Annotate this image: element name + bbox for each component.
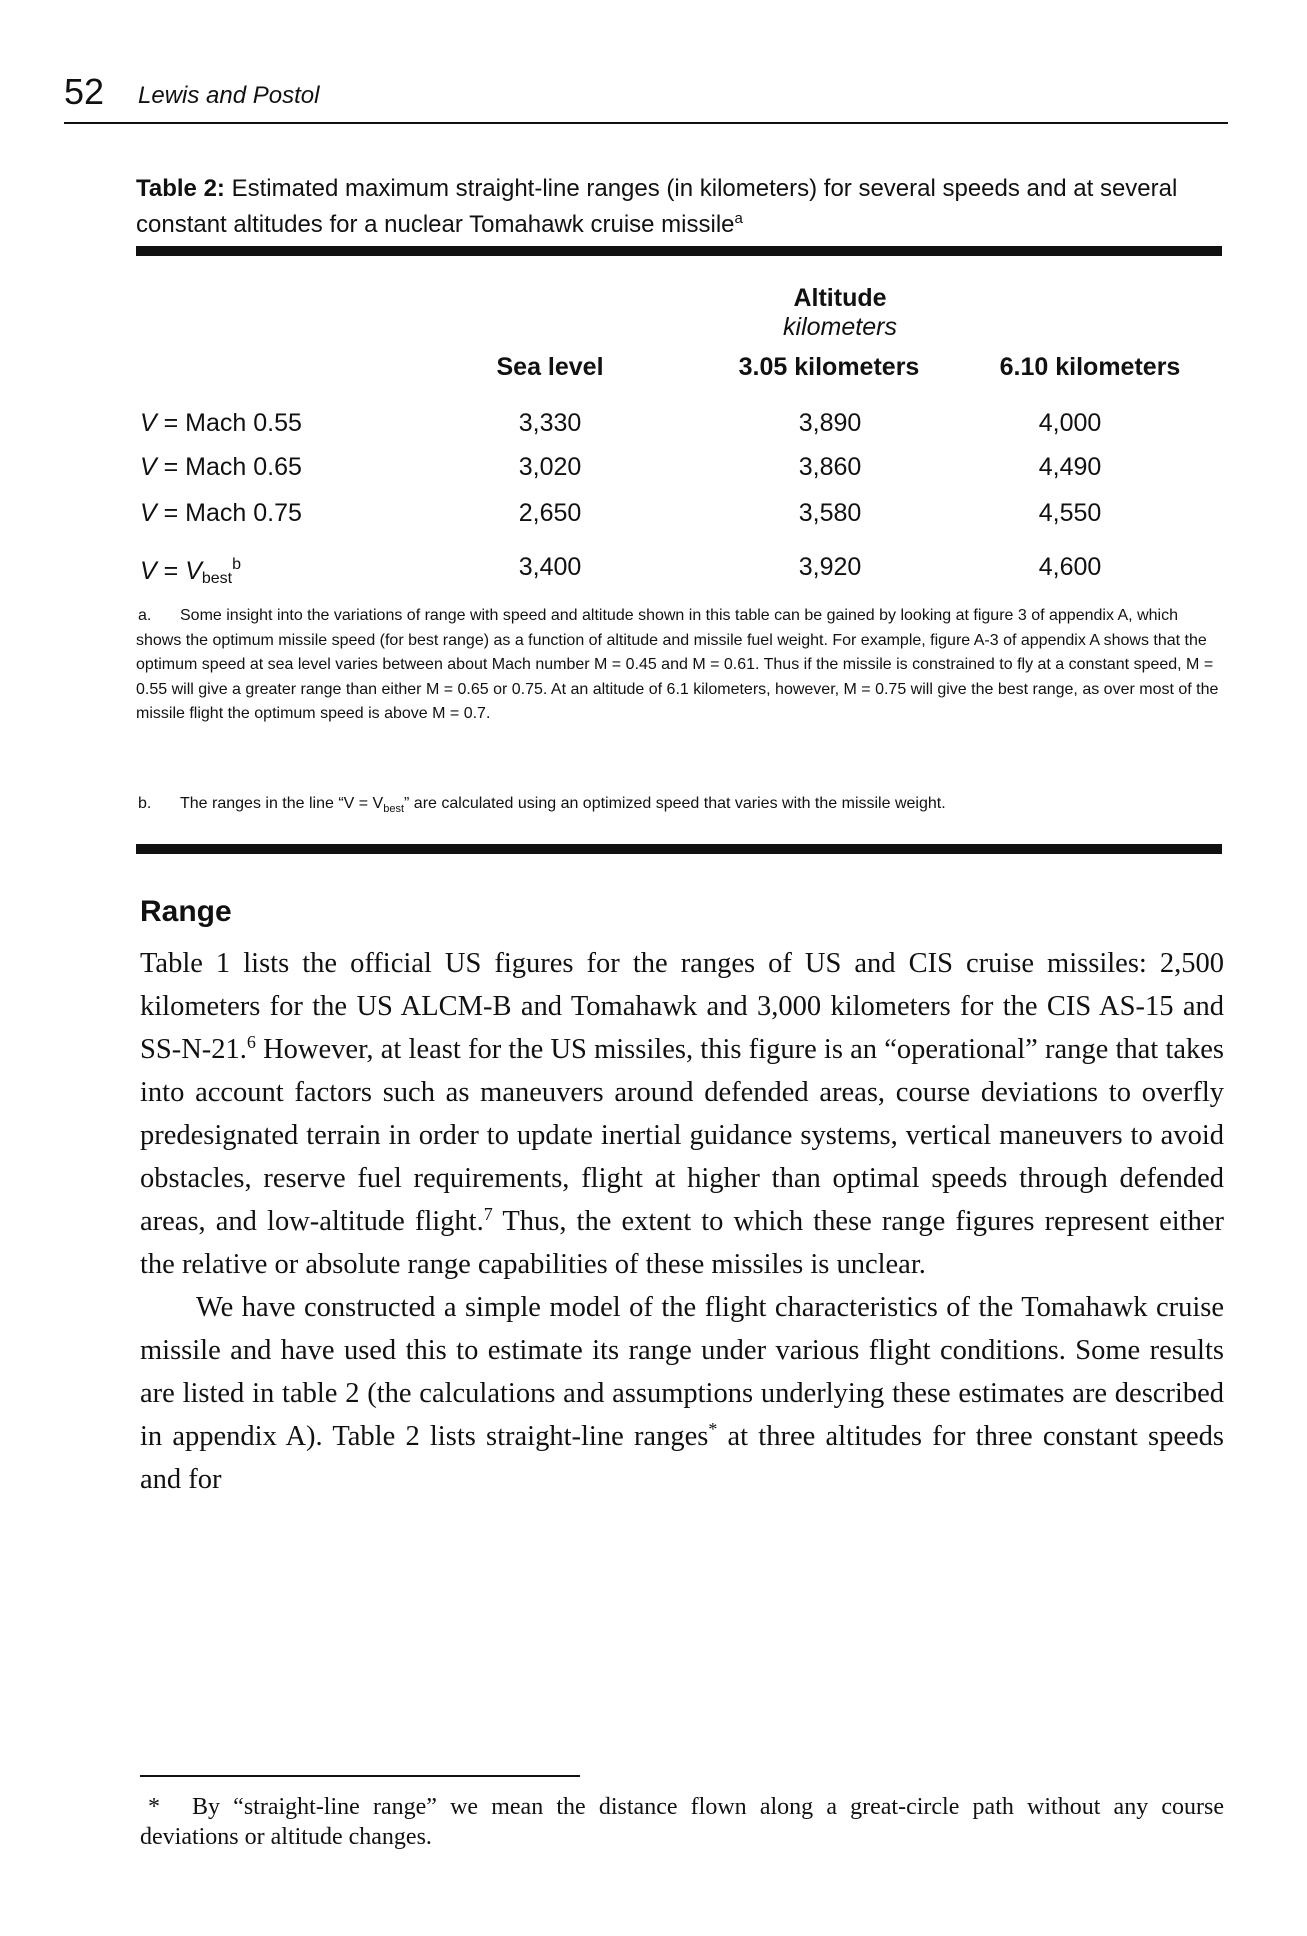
table-caption-note-mark: a xyxy=(734,210,743,227)
column-header-3-05-km: 3.05 kilometers xyxy=(738,353,920,381)
footnote-rule xyxy=(140,1775,580,1777)
page-footnote xyxy=(140,1792,1224,1852)
row-label-mach-0-55 xyxy=(140,408,302,438)
table-cell: 3,860 xyxy=(798,453,862,481)
row-var: V xyxy=(140,453,157,481)
column-header-6-10-km: 6.10 kilometers xyxy=(999,353,1181,381)
column-header-sea-level: Sea level xyxy=(496,353,604,381)
paragraph-text: We have constructed a simple model of the flight characteristics of the Tomahawk cruise missile and have used this to estimate its range under various flight conditions. Some results are listed in table 2 (the calculations and assumptions underlying these estimates are described in appendix A). Table 2 lists straight-line ranges xyxy=(140,1292,1224,1452)
row-eq: = xyxy=(156,557,186,585)
section-heading: Range xyxy=(140,895,232,928)
paragraph xyxy=(140,942,1224,1286)
footnote-mark: * xyxy=(148,1794,160,1820)
paragraph xyxy=(140,1286,1224,1501)
footnote-ref: 6 xyxy=(246,1032,256,1052)
table-note-b xyxy=(136,792,1226,822)
table-caption xyxy=(136,174,1196,240)
table-cell: 4,000 xyxy=(1038,409,1102,437)
row-eq: = Mach 0.65 xyxy=(156,453,302,481)
row-label-mach-0-75 xyxy=(140,498,302,528)
table-label: Table 2: xyxy=(136,175,225,202)
row-eq: = Mach 0.55 xyxy=(156,409,302,437)
page-number: 52 xyxy=(64,71,105,112)
row-var: V xyxy=(140,557,157,585)
row-var: V xyxy=(140,499,157,527)
altitude-column-group xyxy=(720,284,960,342)
running-head: Lewis and Postol xyxy=(138,82,320,109)
table-cell: 4,490 xyxy=(1038,453,1102,481)
row-note-mark: b xyxy=(232,556,242,573)
table-bottom-rule xyxy=(136,844,1222,854)
row-subscript: best xyxy=(201,570,233,587)
note-b-text: The ranges in the line “V = V xyxy=(180,795,384,812)
table-cell: 4,550 xyxy=(1038,499,1102,527)
altitude-unit: kilometers xyxy=(783,313,897,341)
row-eq: = Mach 0.75 xyxy=(156,499,302,527)
table-cell: 3,330 xyxy=(518,409,582,437)
header-rule xyxy=(64,122,1228,124)
paragraph-text: Thus, the extent to which these range figures represent either the relative or absolute range capabilities of these missiles is unclear. xyxy=(140,1206,1224,1280)
row-label-v-best xyxy=(140,550,241,594)
table-note-b-mark: b. xyxy=(138,795,152,812)
altitude-heading: Altitude xyxy=(793,284,887,312)
table-cell: 3,920 xyxy=(798,553,862,581)
paragraph-text: However, at least for the US missiles, this figure is an “operational” range that takes into account factors such as maneuvers around defended areas, course deviations to overfly predesignated terrain in order to update inertial guidance systems, vertical maneuvers to avoid obstacles, reserve fuel requirements, flight at higher than optimal speeds through defended areas, and low-altitude flight. xyxy=(140,1034,1224,1237)
body-text xyxy=(140,942,1224,1501)
row-var: V xyxy=(140,409,157,437)
paragraph-text: at three altitudes for three constant speeds and for xyxy=(140,1421,1224,1495)
row-label-mach-0-65 xyxy=(140,452,302,482)
footnote-ref: * xyxy=(708,1419,718,1439)
row-var: V xyxy=(185,557,202,585)
table-cell: 4,600 xyxy=(1038,553,1102,581)
table-cell: 3,890 xyxy=(798,409,862,437)
table-cell: 3,400 xyxy=(518,553,582,581)
note-b-subscript: best xyxy=(383,803,405,816)
footnote-text: By “straight-line range” we mean the distance flown along a great-circle path without any course deviations or altitude changes. xyxy=(140,1794,1224,1850)
note-b-text: ” are calculated using an optimized speed that varies with the missile weight. xyxy=(404,795,946,812)
table-cell: 2,650 xyxy=(518,499,582,527)
footnote-ref: 7 xyxy=(483,1204,493,1224)
table-caption-text: Estimated maximum straight-line ranges (in kilometers) for several speeds and at several constant altitudes for a nuclear Tomahawk cruise missile xyxy=(136,175,1178,238)
paragraph-text: Table 1 lists the official US figures for the ranges of US and CIS cruise missiles: 2,500 kilometers for the US ALCM-B and Tomahawk and 3,000 kilometers for the CIS AS-15 and SS-N-21. xyxy=(140,948,1224,1065)
table-cell: 3,580 xyxy=(798,499,862,527)
table-note-a: Some insight into the variations of range with speed and altitude shown in this table can be gained by looking at figure 3 of appendix A, which shows the optimum missile speed (for best range) as a function of altitude and missile fuel weight. For example, figure A-3 of appendix A shows that the optimum speed at sea level varies between about Mach number M = 0.45 and M = 0.61. Thus if the missile is constrained to fly at a constant speed, M = 0.55 will give a greater range than either M = 0.65 or 0.75. At an altitude of 6.1 kilometers, however, M = 0.75 will give the best range, as over most of the missile flight the optimum speed is above M = 0.7. xyxy=(136,607,1219,722)
table-note-a-mark: a. xyxy=(138,607,152,624)
table-top-rule xyxy=(136,246,1222,256)
table-cell: 3,020 xyxy=(518,453,582,481)
